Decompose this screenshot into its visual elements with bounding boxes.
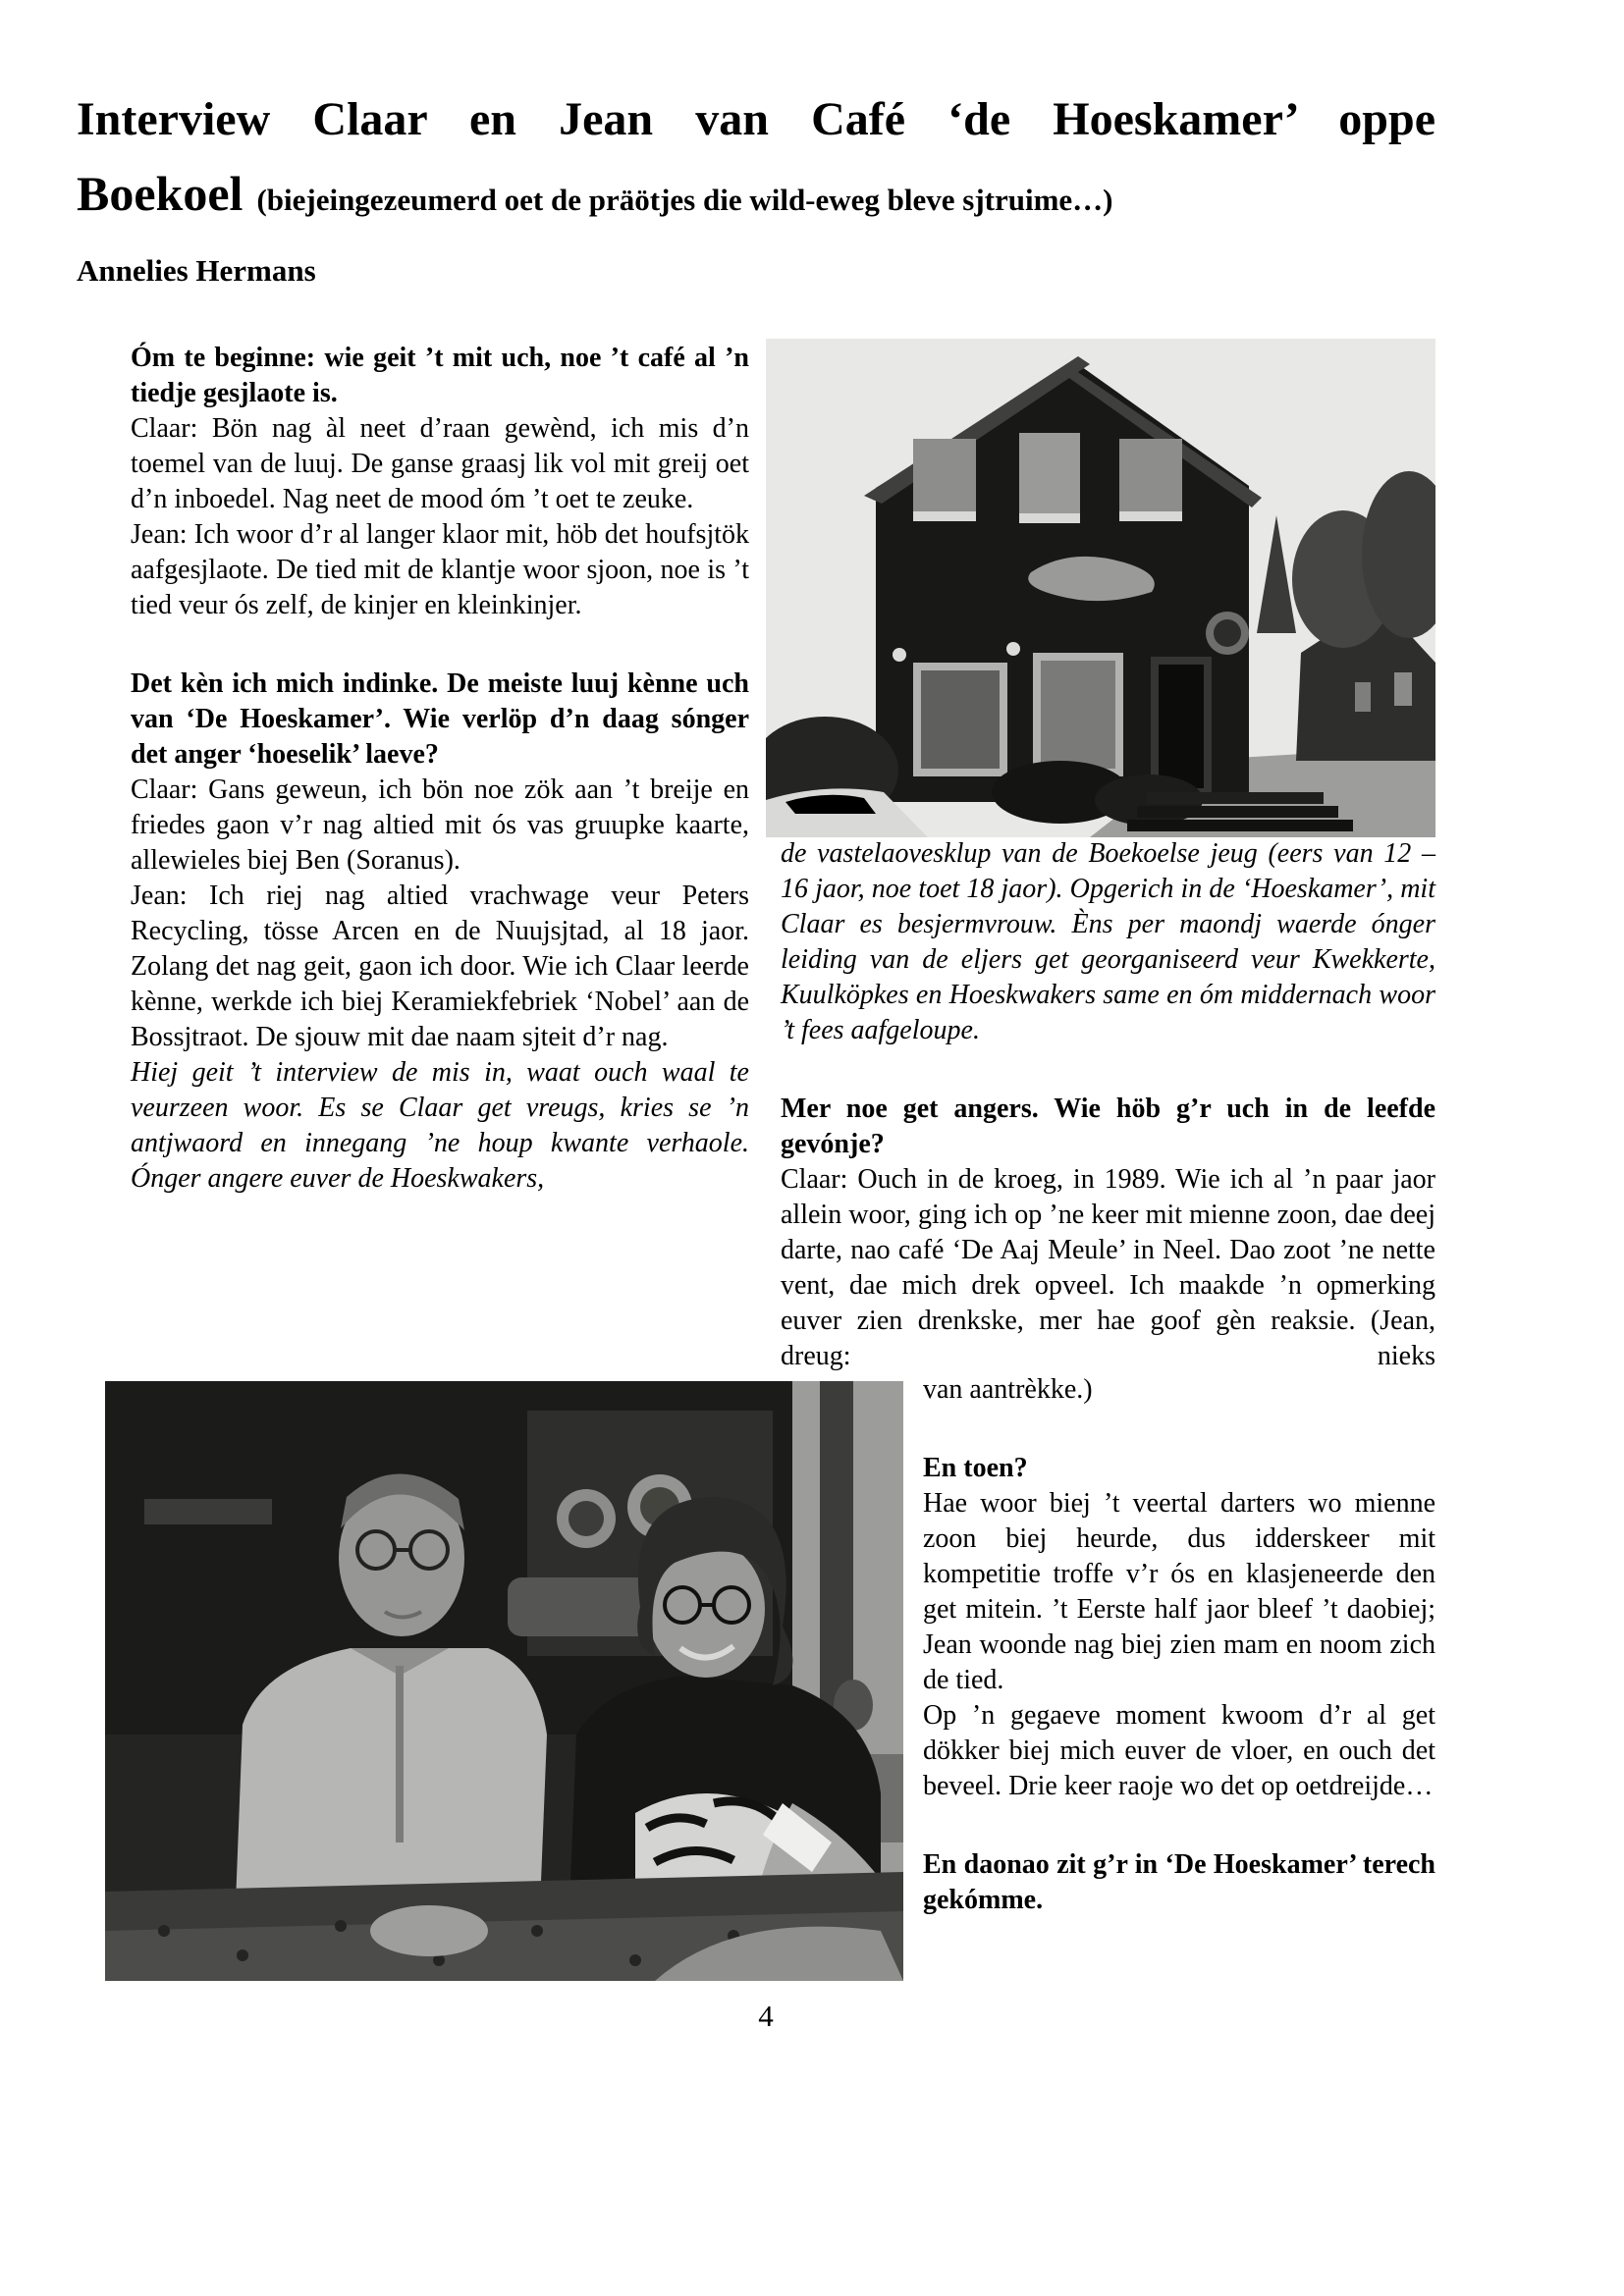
article-title-line2-subtitle: (biejeingezeumerd oet de präötjes die wild-eweg bleve sjtruime…) xyxy=(256,183,1113,217)
left-column xyxy=(131,341,749,1197)
article-title-line2 xyxy=(77,165,1435,222)
answer-paragraph: Jean: Ich riej nag altied vrachwage veur Peters Recycling, tösse Arcen en de Nuujsjtad, al 18 jaor. Zolang det nag geit, gaon ich door. Wie ich Claar leerde kènne, werkde ich biej Keramiekfebriek ‘Nobel’ aan de Bossjtraot. De sjouw mit dae naam sjteit d’r nag. xyxy=(131,881,749,1052)
cafe-building-photo xyxy=(766,339,1435,837)
question-heading: Det kèn ich mich indinke. De meiste luuj kènne uch van ‘De Hoeskamer’. Wie verlöp d’n daag sónger det anger ‘hoeselik’ laeve? xyxy=(131,668,749,770)
editorial-note-paragraph: Hiej geit ’t interview de mis in, waat ouch waal te veurzeen woor. Es se Claar get vreugs, kries se ’n antjwaord en innegang ’ne houp kwante verhaole. Ónger angere euver de Hoeskwakers, xyxy=(131,1057,749,1194)
answer-paragraph: Jean: Ich woor d’r al langer klaor mit, höb det houfsjtök aafgesjlaote. De tied mit de klantje woor sjoon, noe is ’t tied veur ós zelf, de kinjer en kleinkinjer. xyxy=(131,519,749,620)
right-column-upper xyxy=(781,836,1435,1374)
claar-and-jean-photo-image xyxy=(105,1381,903,1981)
article-title-line2-big: Boekoel xyxy=(77,166,244,221)
answer-paragraph: Op ’n gegaeve moment kwoom d’r al get dökker biej mich euver de vloer, en ouch det beveel. Drie keer raoje wo det op oetdreijde… xyxy=(923,1700,1435,1801)
entrance-steps xyxy=(1127,792,1353,831)
claar-and-jean-photo xyxy=(105,1381,903,1981)
question-heading: En toen? xyxy=(923,1453,1028,1483)
byline-author: Annelies Hermans xyxy=(77,253,316,288)
closing-heading: En daonao zit g’r in ‘De Hoeskamer’ terech gekómme. xyxy=(923,1849,1435,1915)
photo-caption: de vastelaovesklup van de Boekoelse jeug (eers van 12 – 16 jaor, noe toet 18 jaor). Opgerich in de ‘Hoeskamer’, mit Claar es besjermvrouw. Èns per maondj waerde ónger leiding van de eljers get georganiseerd veur Kwekkerte, Kuulköpkes en Hoeskwakers same en óm middernach woor ’t fees aafgeloupe. xyxy=(781,838,1435,1045)
cafe-building-photo-image xyxy=(766,339,1435,837)
question-heading: Mer noe get angers. Wie höb g’r uch in de leefde gevónje? xyxy=(781,1094,1435,1159)
right-column-lower xyxy=(923,1372,1435,1918)
answer-paragraph: Claar: Bön nag àl neet d’raan gewènd, ich mis d’n toemel van de luuj. De ganse graasj lik vol mit greij oet d’n inboedel. Nag neet de mood óm ’t oet te zeuke. xyxy=(131,413,749,514)
article-title-line1: Interview Claar en Jean van Café ‘de Hoeskamer’ oppe xyxy=(77,93,1435,145)
lantern xyxy=(1006,642,1020,656)
question-heading: Óm te beginne: wie geit ’t mit uch, noe ’t café al ’n tiedje gesjlaote is. xyxy=(131,343,749,408)
answer-paragraph: Claar: Ouch in de kroeg, in 1989. Wie ich al ’n paar jaor allein woor, ging ich op ’ne keer mit mienne zoon, dae deej darte, nao café ‘De Aaj Meule’ in Neel. Dao zoot ’ne nette vent, dae mich drek opveel. Ich maakde ’n opmerking euver zien drenkske, mer hae goof gèn reaksie. (Jean, dreug: nieks xyxy=(781,1164,1435,1371)
answer-paragraph: Hae woor biej ’t veertal darters wo mienne zoon biej heurde, dus idderskeer mit kompetitie troffe v’r ós en klasjeneerde den get mitein. ’t Eerste half jaor bleef ’t daobiej; Jean woonde nag biej zien mam en noom zich de tied. xyxy=(923,1488,1435,1695)
answer-paragraph: Claar: Gans geweun, ich bön noe zök aan ’t breije en friedes gaon v’r nag altied mit ós vas gruupke kaarte, allewieles biej Ben (Soranus). xyxy=(131,774,749,876)
page-number: 4 xyxy=(758,1999,774,2033)
lantern xyxy=(893,648,906,662)
answer-paragraph: van aantrèkke.) xyxy=(923,1374,1093,1405)
